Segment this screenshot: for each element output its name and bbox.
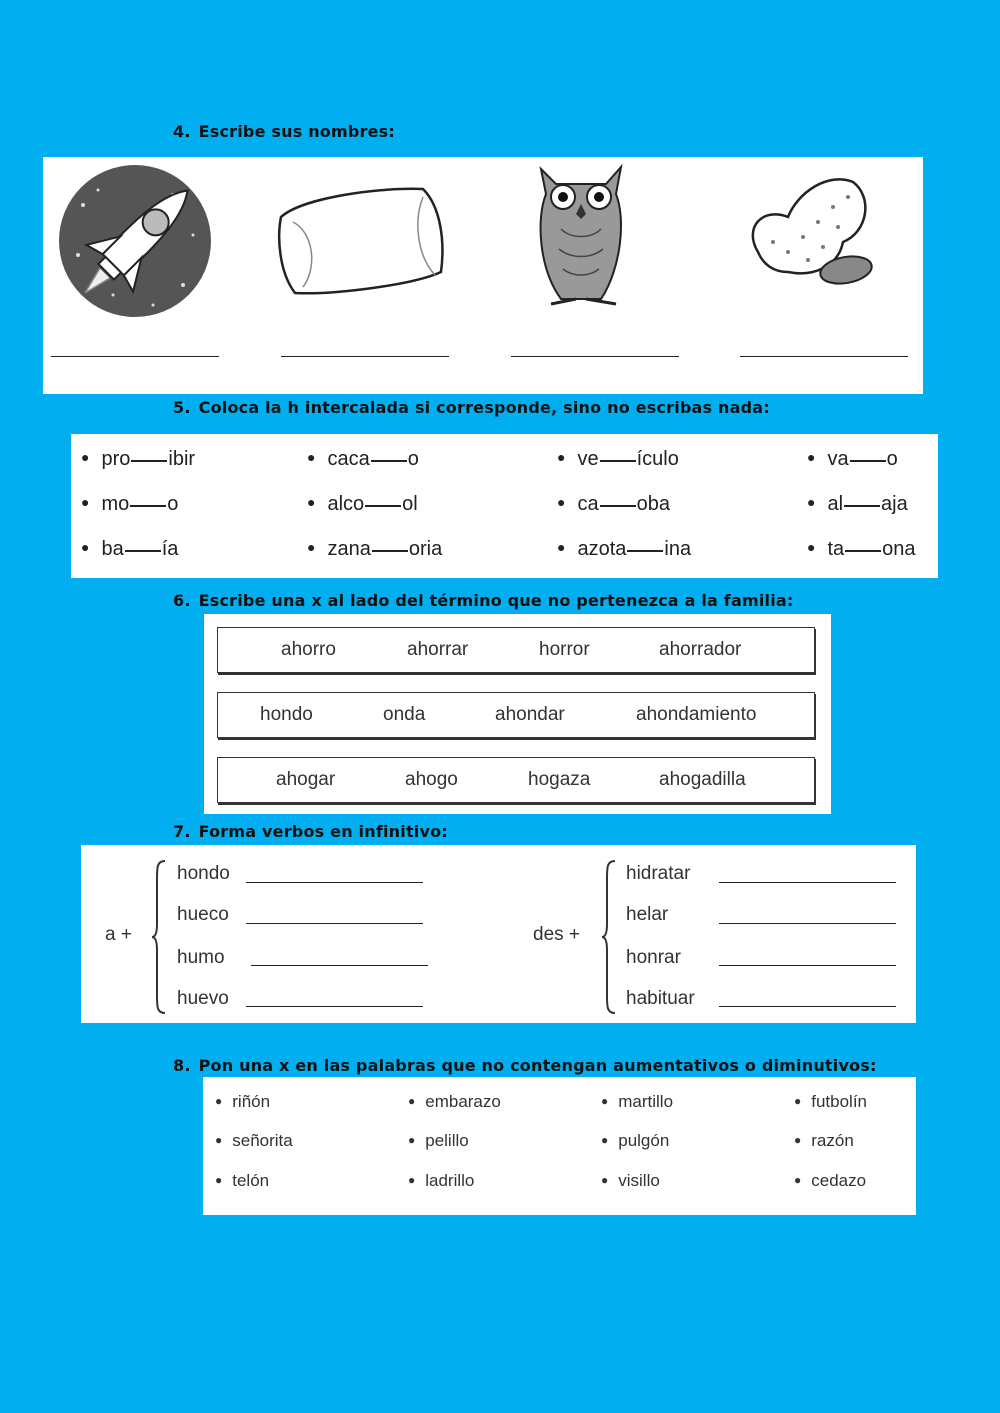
list-item[interactable]: ● telón xyxy=(215,1171,270,1190)
left-brace-icon xyxy=(151,859,167,1015)
family-word[interactable]: ahorrar xyxy=(407,639,469,660)
verb-base-word: hidratar xyxy=(626,863,691,884)
verb-answer-line[interactable] xyxy=(719,923,896,924)
answer-line-3[interactable] xyxy=(511,356,679,357)
family-row-3 xyxy=(217,757,815,803)
family-word[interactable]: ahorrador xyxy=(659,639,742,660)
fill-item[interactable]: ● caca o xyxy=(307,448,419,470)
section-7-heading: 7. Forma verbos en infinitivo: xyxy=(173,822,448,841)
fill-item[interactable]: ● ca oba xyxy=(557,493,670,515)
family-row-1 xyxy=(217,627,815,673)
list-item[interactable]: ● razón xyxy=(794,1131,854,1150)
section-5-heading: 5. Coloca la h intercalada si corresponde, sino no escribas nada: xyxy=(173,398,770,417)
list-item[interactable]: ● cedazo xyxy=(794,1171,867,1190)
family-word[interactable]: ahorro xyxy=(281,639,336,660)
verb-base-word: habituar xyxy=(626,988,695,1009)
left-brace-icon xyxy=(601,859,617,1015)
verb-base-word: huevo xyxy=(177,988,229,1009)
verb-base-word: helar xyxy=(626,904,669,925)
answer-line-2[interactable] xyxy=(281,356,449,357)
owl-icon xyxy=(521,159,641,309)
verb-base-word: humo xyxy=(177,947,225,968)
list-item[interactable]: ● pulgón xyxy=(601,1131,670,1150)
verb-answer-line[interactable] xyxy=(246,1006,423,1007)
verb-base-word: honrar xyxy=(626,947,681,968)
diminutive-panel xyxy=(203,1077,916,1215)
verb-answer-line[interactable] xyxy=(719,965,896,966)
verb-answer-line[interactable] xyxy=(719,882,896,883)
section-4-heading: 4. Escribe sus nombres: xyxy=(173,122,395,141)
family-word[interactable]: ahondamiento xyxy=(636,704,757,725)
answer-line-4[interactable] xyxy=(740,356,908,357)
pillow-icon xyxy=(273,177,448,302)
fill-item[interactable]: ● zana oria xyxy=(307,538,443,560)
family-word[interactable]: onda xyxy=(383,704,426,725)
prefix-des: des + xyxy=(533,924,581,945)
list-item[interactable]: ● futbolín xyxy=(794,1092,868,1111)
verb-base-word: hueco xyxy=(177,904,229,925)
verb-answer-line[interactable] xyxy=(719,1006,896,1007)
fill-item[interactable]: ● ve ículo xyxy=(557,448,679,470)
family-word[interactable]: ahogadilla xyxy=(659,769,746,790)
verb-answer-line[interactable] xyxy=(246,882,423,883)
family-word[interactable]: ahondar xyxy=(495,704,565,725)
fill-item[interactable]: ● va o xyxy=(807,448,898,470)
verb-base-word: hondo xyxy=(177,863,230,884)
h-intercalada-panel xyxy=(71,434,938,578)
section-6-heading: 6. Escribe una x al lado del término que no pertenezca a la familia: xyxy=(173,591,794,610)
fill-item[interactable]: ● ta ona xyxy=(807,538,916,560)
family-word[interactable]: hondo xyxy=(260,704,313,725)
list-item[interactable]: ● pelillo xyxy=(408,1131,469,1150)
list-item[interactable]: ● riñón xyxy=(215,1092,271,1111)
names-panel xyxy=(43,157,923,394)
list-item[interactable]: ● ladrillo xyxy=(408,1171,475,1190)
list-item[interactable]: ● embarazo xyxy=(408,1092,501,1111)
rocket-icon xyxy=(53,165,228,320)
word-family-panel xyxy=(204,614,831,814)
fill-item[interactable]: ● mo o xyxy=(81,493,179,515)
family-word[interactable]: ahogo xyxy=(405,769,458,790)
verb-answer-line[interactable] xyxy=(251,965,428,966)
fill-item[interactable]: ● pro ibir xyxy=(81,448,196,470)
family-word[interactable]: horror xyxy=(539,639,590,660)
family-word[interactable]: ahogar xyxy=(276,769,336,790)
fill-item[interactable]: ● al aja xyxy=(807,493,908,515)
list-item[interactable]: ● martillo xyxy=(601,1092,674,1111)
list-item[interactable]: ● señorita xyxy=(215,1131,293,1150)
answer-line-1[interactable] xyxy=(51,356,219,357)
family-word[interactable]: hogaza xyxy=(528,769,591,790)
verb-answer-line[interactable] xyxy=(246,923,423,924)
fill-item[interactable]: ● ba ía xyxy=(81,538,179,560)
section-8-heading: 8. Pon una x en las palabras que no contengan aumentativos o diminutivos: xyxy=(173,1056,877,1075)
infinitive-panel xyxy=(81,845,916,1023)
fill-item[interactable]: ● alco ol xyxy=(307,493,418,515)
list-item[interactable]: ● visillo xyxy=(601,1171,660,1190)
fill-item[interactable]: ● azota ina xyxy=(557,538,692,560)
family-row-2 xyxy=(217,692,815,738)
peanut-icon xyxy=(743,172,878,292)
prefix-a: a + xyxy=(105,924,132,945)
